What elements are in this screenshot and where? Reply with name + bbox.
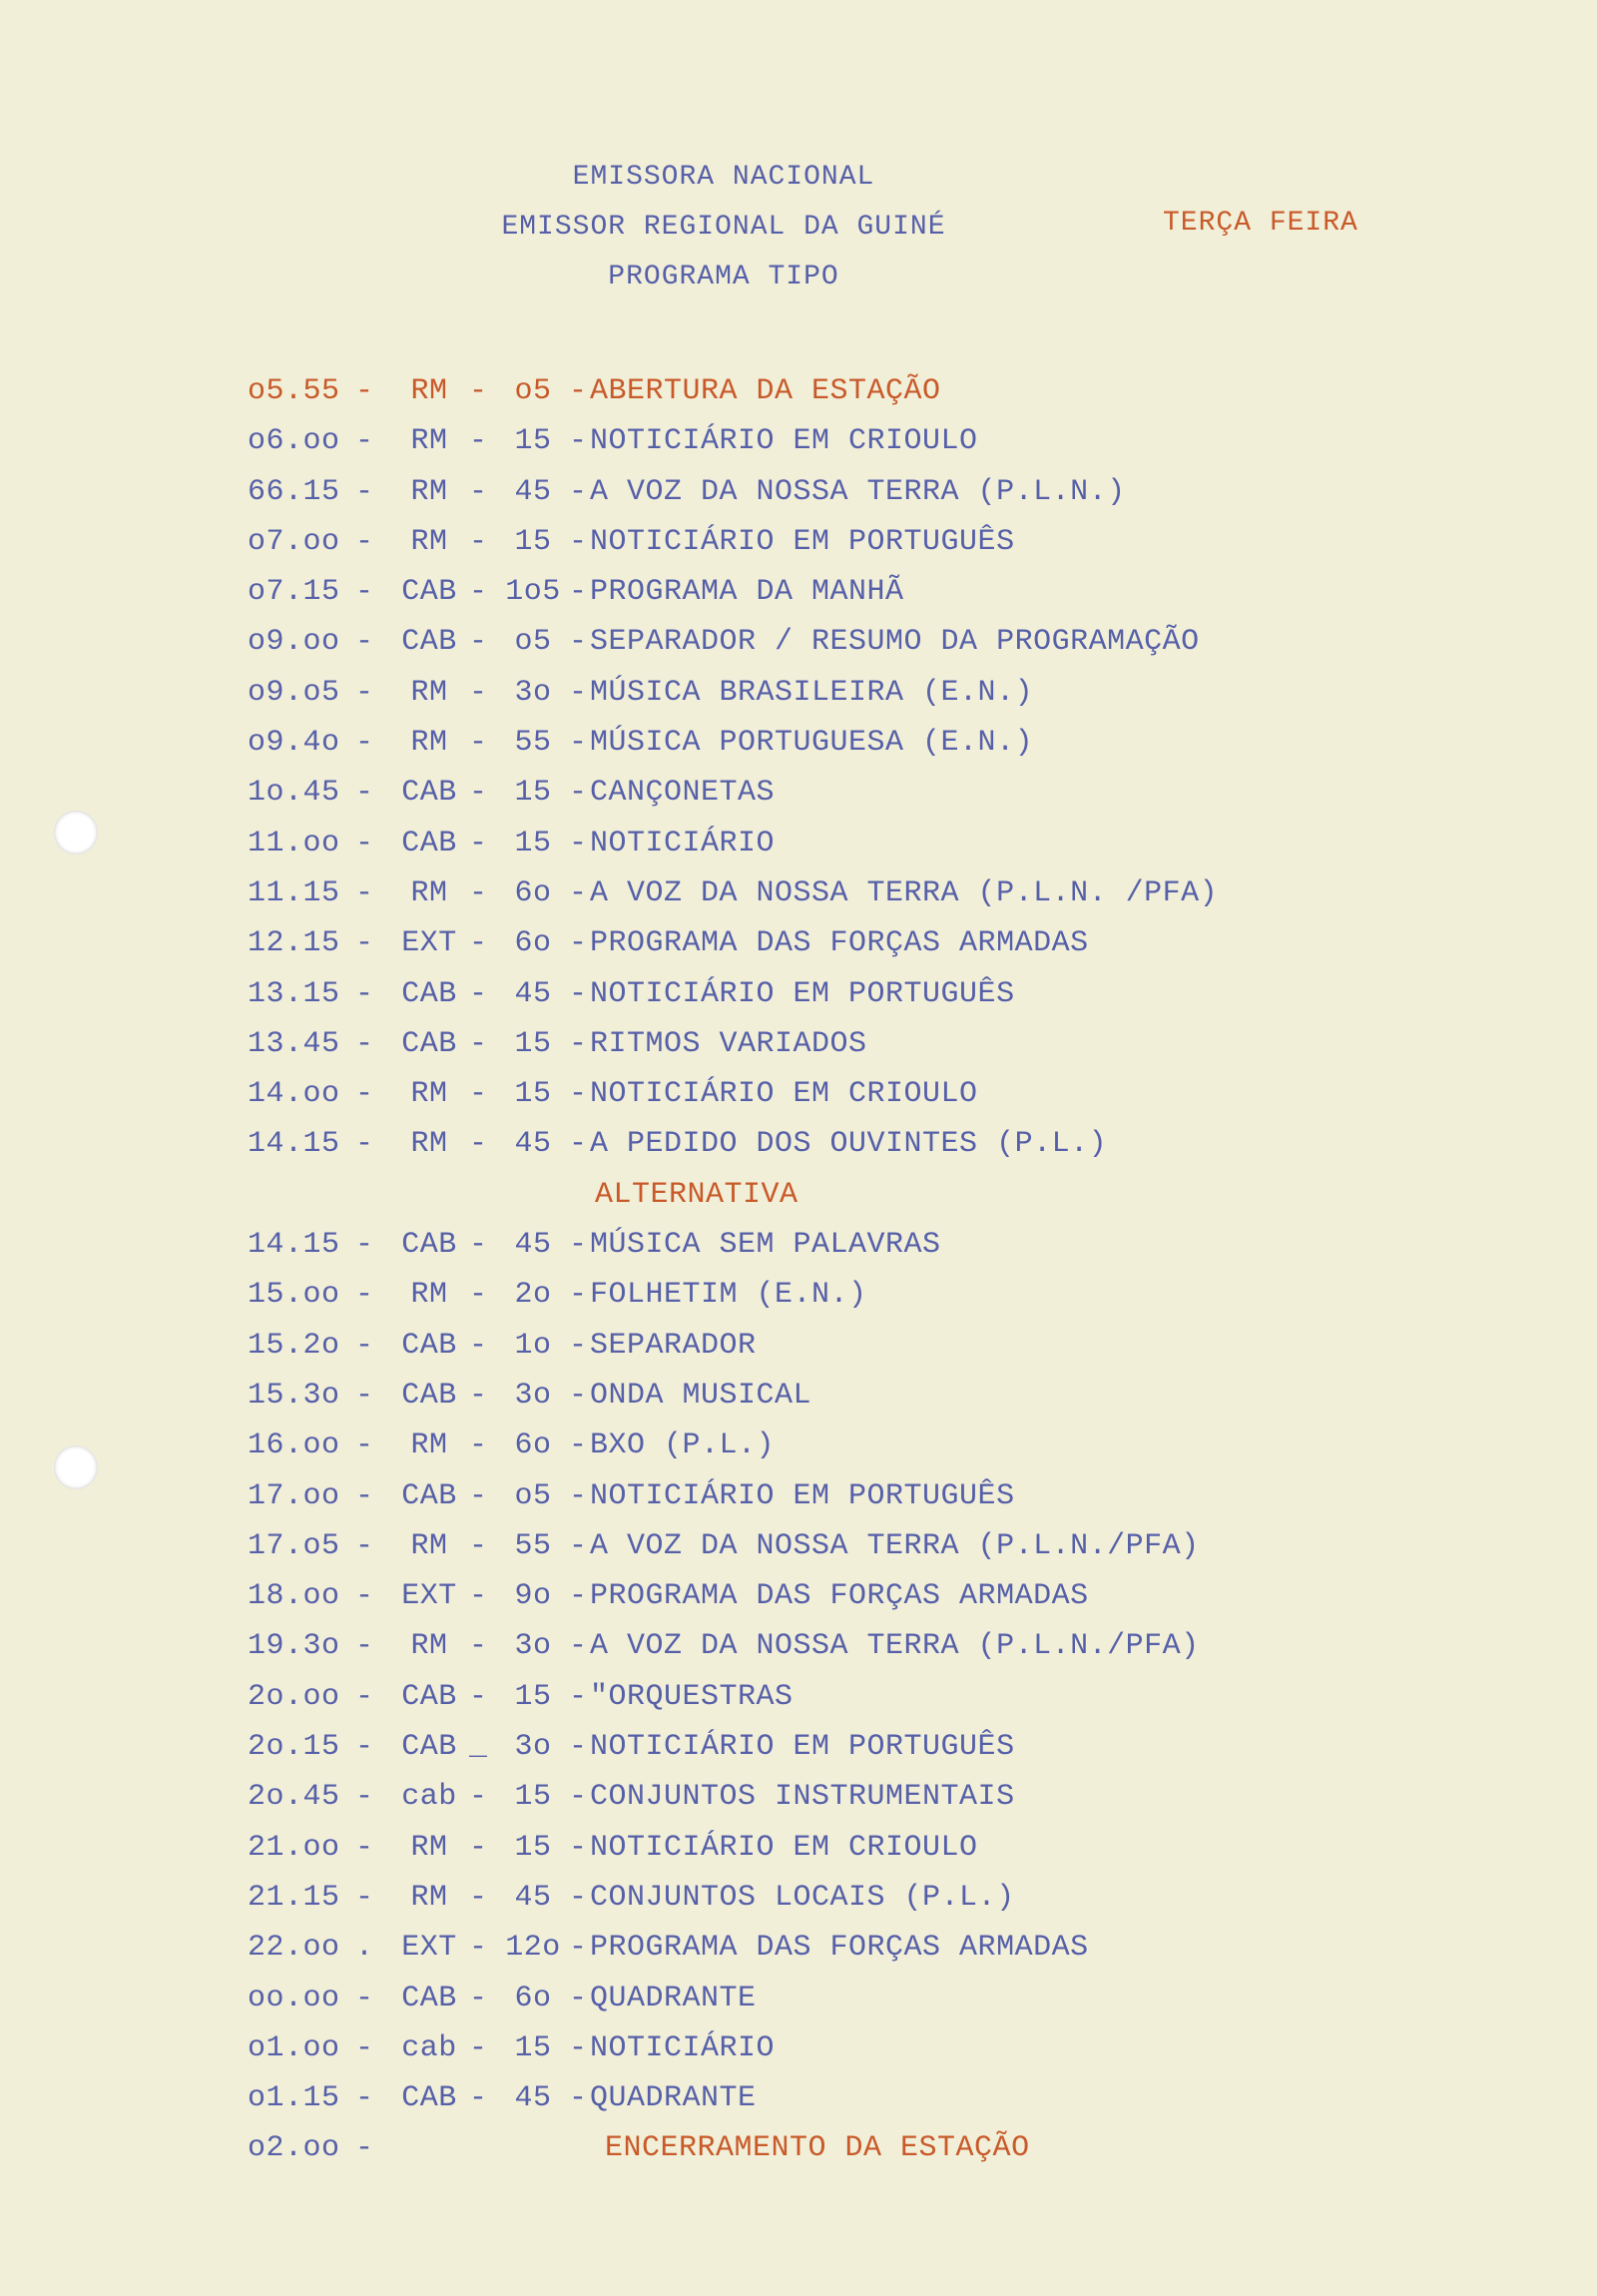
schedule-title: A VOZ DA NOSSA TERRA (P.L.N.) [590,474,1126,509]
schedule-title: NOTICIÁRIO EM PORTUGUÊS [590,1478,1015,1513]
schedule-source: CAB [401,976,457,1011]
schedule-source: CAB [401,575,457,610]
separator-dash: - [569,424,588,459]
schedule-source: RM [410,1629,448,1664]
separator-dash: - [469,675,488,710]
schedule-source: CAB [401,1228,457,1263]
schedule-title: PROGRAMA DA MANHÃ [590,575,904,610]
separator-dash: - [355,575,374,610]
schedule-time: 11.15 [248,875,340,910]
separator-dash: - [355,875,374,910]
separator-dash: - [569,1378,588,1413]
separator-dash: - [355,1880,374,1915]
schedule-time: 66.15 [248,474,340,509]
separator-dash: - [569,1478,588,1513]
schedule-source: EXT [401,1931,457,1966]
schedule-title: NOTICIÁRIO [590,2030,776,2065]
schedule-source: CAB [401,625,457,660]
separator-dash: - [355,1579,374,1614]
separator-dash: - [569,875,588,910]
schedule-duration: 15 [514,826,552,861]
separator-dash: - [569,1026,588,1061]
schedule-duration: 45 [514,2081,552,2116]
separator-dash: - [355,625,374,660]
schedule-time: oo.oo [248,1981,340,2015]
schedule-time: 14.15 [248,1127,340,1162]
schedule-title: "ORQUESTRAS [590,1679,794,1714]
separator-dash: . [355,1931,374,1966]
separator-dash: - [469,2081,488,2116]
separator-dash: - [569,1528,588,1563]
schedule-title: CANÇONETAS [590,776,776,811]
separator-dash: - [355,1429,374,1463]
schedule-duration: o5 [514,625,552,660]
separator-dash: - [569,1730,588,1765]
schedule-title: CONJUNTOS LOCAIS (P.L.) [590,1880,1015,1915]
schedule-duration: 15 [514,1780,552,1815]
separator-dash: - [469,2030,488,2065]
schedule-title: NOTICIÁRIO EM PORTUGUÊS [590,976,1015,1011]
schedule-source: RM [410,1880,448,1915]
separator-dash: - [469,1429,488,1463]
separator-dash: - [469,1780,488,1815]
schedule-title: SEPARADOR / RESUMO DA PROGRAMAÇÃO [590,625,1200,660]
schedule-title: ONDA MUSICAL [590,1378,812,1413]
separator-dash: - [355,1629,374,1664]
separator-dash: - [469,575,488,610]
separator-dash: - [569,374,588,408]
schedule-title: A VOZ DA NOSSA TERRA (P.L.N. /PFA) [590,875,1219,910]
schedule-source: cab [401,1780,457,1815]
separator-dash: - [569,1931,588,1966]
schedule-time: 17.oo [248,1478,340,1513]
separator-dash: - [355,726,374,761]
separator-dash: - [355,1730,374,1765]
separator-dash: - [569,474,588,509]
separator-dash: - [355,1378,374,1413]
punch-hole-bottom [54,1445,98,1489]
separator-dash: - [469,726,488,761]
schedule-title: ABERTURA DA ESTAÇÃO [590,374,941,408]
separator-dash: - [569,726,588,761]
separator-dash: - [355,1478,374,1513]
schedule-title: ENCERRAMENTO DA ESTAÇÃO [605,2131,1030,2166]
schedule-duration: 45 [514,1880,552,1915]
schedule-source: cab [401,2030,457,2065]
separator-dash: - [469,1830,488,1865]
schedule-duration: 55 [514,1528,552,1563]
schedule-time: 2o.15 [248,1730,340,1765]
separator-dash: - [569,1228,588,1263]
schedule-title: CONJUNTOS INSTRUMENTAIS [590,1780,1015,1815]
separator-dash: - [355,1228,374,1263]
separator-dash: - [469,1077,488,1112]
schedule-source: RM [410,1528,448,1563]
separator-dash: - [569,1077,588,1112]
separator-dash: - [469,1328,488,1363]
schedule-duration: 6o [514,1981,552,2015]
separator-dash: _ [469,1730,488,1765]
separator-dash: - [469,1880,488,1915]
schedule-title: NOTICIÁRIO [590,826,776,861]
schedule-title: SEPARADOR [590,1328,757,1363]
separator-dash: - [569,2030,588,2065]
schedule-time: 12.15 [248,926,340,961]
separator-dash: - [569,1780,588,1815]
schedule-duration: 15 [514,2030,552,2065]
schedule-title: MÚSICA BRASILEIRA (E.N.) [590,675,1034,710]
schedule-title: ALTERNATIVA [595,1177,798,1212]
schedule-title: QUADRANTE [590,2081,757,2116]
schedule-title: NOTICIÁRIO EM PORTUGUÊS [590,524,1015,559]
separator-dash: - [355,1077,374,1112]
schedule-duration: 55 [514,726,552,761]
schedule-time: 14.15 [248,1228,340,1263]
schedule-duration: 1o5 [505,575,561,610]
separator-dash: - [569,1328,588,1363]
schedule-source: CAB [401,1981,457,2015]
schedule-time: o2.oo [248,2131,340,2166]
separator-dash: - [569,575,588,610]
schedule-time: 21.15 [248,1880,340,1915]
separator-dash: - [469,1228,488,1263]
separator-dash: - [569,1278,588,1313]
separator-dash: - [355,1780,374,1815]
schedule-duration: 45 [514,474,552,509]
separator-dash: - [569,1880,588,1915]
schedule-source: RM [410,1127,448,1162]
separator-dash: - [355,926,374,961]
schedule-source: RM [410,1077,448,1112]
schedule-time: o7.15 [248,575,340,610]
separator-dash: - [569,926,588,961]
schedule-time: 17.o5 [248,1528,340,1563]
schedule-source: CAB [401,2081,457,2116]
schedule-time: 22.oo [248,1931,340,1966]
schedule-source: RM [410,675,448,710]
schedule-duration: 6o [514,875,552,910]
schedule-duration: 15 [514,1026,552,1061]
separator-dash: - [355,1830,374,1865]
header-station: EMISSORA NACIONAL [572,162,875,193]
schedule-time: o9.4o [248,726,340,761]
schedule-source: RM [410,1429,448,1463]
separator-dash: - [355,1127,374,1162]
schedule-duration: 1o [514,1328,552,1363]
schedule-time: o7.oo [248,524,340,559]
schedule-title: QUADRANTE [590,1981,757,2015]
schedule-title: NOTICIÁRIO EM CRIOULO [590,1830,978,1865]
schedule-source: CAB [401,1328,457,1363]
schedule-title: A VOZ DA NOSSA TERRA (P.L.N./PFA) [590,1528,1200,1563]
separator-dash: - [469,1981,488,2015]
schedule-duration: 15 [514,1830,552,1865]
separator-dash: - [469,1026,488,1061]
schedule-duration: 6o [514,926,552,961]
separator-dash: - [469,1478,488,1513]
schedule-source: RM [410,1830,448,1865]
schedule-source: CAB [401,1679,457,1714]
schedule-duration: 2o [514,1278,552,1313]
schedule-duration: 15 [514,1077,552,1112]
separator-dash: - [469,1579,488,1614]
schedule-duration: 15 [514,1679,552,1714]
schedule-source: RM [410,474,448,509]
separator-dash: - [569,776,588,811]
schedule-duration: 12o [505,1931,561,1966]
schedule-title: PROGRAMA DAS FORÇAS ARMADAS [590,1931,1089,1966]
schedule-time: o1.15 [248,2081,340,2116]
schedule-source: RM [410,524,448,559]
schedule-time: o6.oo [248,424,340,459]
separator-dash: - [355,2030,374,2065]
schedule-time: 13.15 [248,976,340,1011]
schedule-title: A VOZ DA NOSSA TERRA (P.L.N./PFA) [590,1629,1200,1664]
separator-dash: - [569,2081,588,2116]
schedule-source: RM [410,424,448,459]
schedule-time: 15.3o [248,1378,340,1413]
schedule-source: RM [410,374,448,408]
schedule-title: RITMOS VARIADOS [590,1026,867,1061]
schedule-time: 2o.oo [248,1679,340,1714]
schedule-duration: 45 [514,976,552,1011]
schedule-time: o5.55 [248,374,340,408]
separator-dash: - [355,1278,374,1313]
schedule-source: CAB [401,1026,457,1061]
separator-dash: - [355,976,374,1011]
separator-dash: - [355,424,374,459]
schedule-duration: 45 [514,1127,552,1162]
header-program: PROGRAMA TIPO [608,262,839,292]
schedule-duration: 15 [514,424,552,459]
separator-dash: - [355,1981,374,2015]
schedule-source: RM [410,1278,448,1313]
schedule-title: A PEDIDO DOS OUVINTES (P.L.) [590,1127,1108,1162]
schedule-source: CAB [401,1478,457,1513]
separator-dash: - [469,875,488,910]
separator-dash: - [355,1328,374,1363]
separator-dash: - [569,1679,588,1714]
schedule-source: RM [410,875,448,910]
schedule-time: 13.45 [248,1026,340,1061]
separator-dash: - [569,1981,588,2015]
schedule-duration: 15 [514,776,552,811]
separator-dash: - [569,1830,588,1865]
separator-dash: - [469,776,488,811]
schedule-time: 1o.45 [248,776,340,811]
schedule-duration: 3o [514,1629,552,1664]
schedule-source: CAB [401,776,457,811]
separator-dash: - [355,1528,374,1563]
separator-dash: - [569,826,588,861]
separator-dash: - [355,2081,374,2116]
separator-dash: - [469,976,488,1011]
separator-dash: - [469,474,488,509]
schedule-duration: 15 [514,524,552,559]
separator-dash: - [469,1931,488,1966]
schedule-duration: 6o [514,1429,552,1463]
schedule-source: EXT [401,1579,457,1614]
schedule-title: BXO (P.L.) [590,1429,776,1463]
schedule-title: NOTICIÁRIO EM CRIOULO [590,1077,978,1112]
schedule-title: FOLHETIM (E.N.) [590,1278,867,1313]
separator-dash: - [355,524,374,559]
schedule-time: 2o.45 [248,1780,340,1815]
schedule-time: o9.o5 [248,675,340,710]
separator-dash: - [569,524,588,559]
separator-dash: - [355,2131,374,2166]
schedule-time: o9.oo [248,625,340,660]
schedule-time: 11.oo [248,826,340,861]
separator-dash: - [569,1629,588,1664]
schedule-title: PROGRAMA DAS FORÇAS ARMADAS [590,1579,1089,1614]
schedule-time: 18.oo [248,1579,340,1614]
separator-dash: - [355,1026,374,1061]
separator-dash: - [355,675,374,710]
separator-dash: - [569,1127,588,1162]
separator-dash: - [469,424,488,459]
header-day: TERÇA FEIRA [1163,208,1358,239]
schedule-time: o1.oo [248,2030,340,2065]
schedule-source: RM [410,726,448,761]
separator-dash: - [355,474,374,509]
separator-dash: - [569,625,588,660]
schedule-source: CAB [401,1730,457,1765]
separator-dash: - [469,1378,488,1413]
schedule-time: 19.3o [248,1629,340,1664]
schedule-time: 15.oo [248,1278,340,1313]
separator-dash: - [355,374,374,408]
schedule-time: 21.oo [248,1830,340,1865]
separator-dash: - [569,976,588,1011]
schedule-time: 16.oo [248,1429,340,1463]
schedule-duration: 9o [514,1579,552,1614]
schedule-duration: 3o [514,675,552,710]
separator-dash: - [469,1629,488,1664]
schedule-duration: o5 [514,374,552,408]
schedule-duration: 45 [514,1228,552,1263]
schedule-title: MÚSICA PORTUGUESA (E.N.) [590,726,1034,761]
schedule-time: 15.2o [248,1328,340,1363]
schedule-duration: o5 [514,1478,552,1513]
schedule-duration: 3o [514,1730,552,1765]
schedule-duration: 3o [514,1378,552,1413]
separator-dash: - [469,926,488,961]
schedule-time: 14.oo [248,1077,340,1112]
header-regional: EMISSOR REGIONAL DA GUINÉ [501,212,946,243]
separator-dash: - [355,776,374,811]
separator-dash: - [469,1679,488,1714]
separator-dash: - [355,826,374,861]
separator-dash: - [569,1579,588,1614]
schedule-source: EXT [401,926,457,961]
schedule-source: CAB [401,826,457,861]
separator-dash: - [469,374,488,408]
separator-dash: - [469,1528,488,1563]
schedule-source: CAB [401,1378,457,1413]
schedule-title: NOTICIÁRIO EM CRIOULO [590,424,978,459]
separator-dash: - [469,1278,488,1313]
separator-dash: - [469,625,488,660]
separator-dash: - [355,1679,374,1714]
separator-dash: - [569,1429,588,1463]
punch-hole-top [54,811,98,855]
separator-dash: - [469,1127,488,1162]
schedule-title: NOTICIÁRIO EM PORTUGUÊS [590,1730,1015,1765]
separator-dash: - [469,524,488,559]
separator-dash: - [469,826,488,861]
separator-dash: - [569,675,588,710]
schedule-title: PROGRAMA DAS FORÇAS ARMADAS [590,926,1089,961]
schedule-title: MÚSICA SEM PALAVRAS [590,1228,941,1263]
